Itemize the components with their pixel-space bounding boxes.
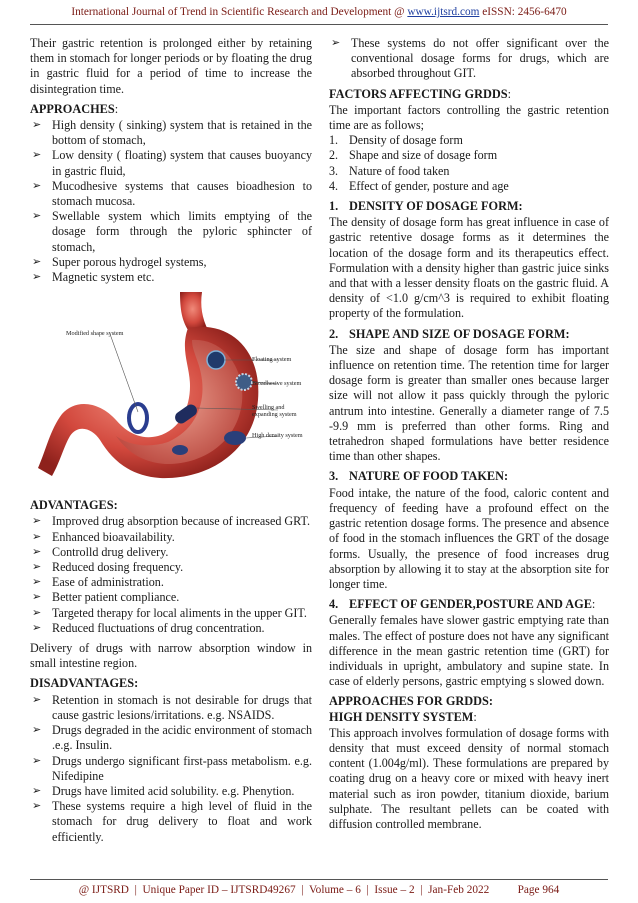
arrowhead-bullet-icon: ➢ [32, 754, 42, 767]
list-item [30, 514, 312, 529]
section-gender-text: Generally females have slower gastric emptying rate than males. The effect of posture does not have any significant difference in the mean gastric retention time (GRT) for individuals in upright, ambulatory and supine state. In case of elderly persons, gastric emptying s slowed down. [329, 613, 609, 689]
high-density-colon: : [473, 709, 477, 724]
section-title-text: EFFECT OF GENDER,POSTURE AND AGE [349, 597, 592, 612]
journal-url-link[interactable]: www.ijtsrd.com [407, 6, 480, 18]
list-item [329, 36, 609, 82]
list-item [30, 545, 312, 560]
arrowhead-bullet-icon: ➢ [32, 561, 42, 574]
list-item [30, 255, 312, 270]
approaches-heading-text: APPROACHES [30, 101, 115, 116]
list-item [30, 209, 312, 255]
running-header [0, 6, 638, 18]
section-density-text: The density of dosage form has great influence in case of gastric retentive dosage forms as it determines the location of the dosage form and its therapeutics effect. Formulation with a density higher than gastric juice sinks and that with a lesser density floats on the gastric fluid. A density of <1.0 g/cm^3 is required to exhibit floating property of the formulation. [329, 215, 609, 321]
arrowhead-bullet-icon: ➢ [32, 119, 42, 132]
section-shape-heading [329, 327, 609, 342]
section-food-text: Food intake, the nature of the food, caloric content and frequency of feeding have a profound effect on the gastric retention dosage forms. The presence and absence of food in the stomach influences the GRT of the dosage forms. Usually, the presence of food increases drug absorption by allowing it to stay at the absorption site for longer time. [329, 485, 609, 591]
section-title: NATURE OF FOOD TAKEN: [349, 469, 509, 484]
list-item [30, 621, 312, 636]
list-item [329, 133, 609, 148]
figure-label-swelling-1: Swelling and [252, 404, 285, 412]
high-density-heading [329, 710, 609, 725]
list-item [30, 799, 312, 845]
section-shape-text: The size and shape of dosage form has important influence on retention time. The retention time for larger dosage form is greater than smaller ones because larger size will not allow it pass quickly through the pyloric antrum into intestine. Generally a diameter range of 7.5 -9.9 mm is preferred than other forms. Ring and tetrahedron shaped formulations have better residence time than other shapes. [329, 342, 609, 464]
approaches-heading [30, 102, 312, 117]
section-food-heading [329, 469, 609, 484]
list-item-text: Magnetic system etc. [52, 270, 155, 285]
factors-list [329, 133, 609, 194]
approaches-grdds-heading: APPROACHES FOR GRDDS: [329, 694, 493, 709]
list-number: 2. [329, 148, 339, 163]
stomach-illustration [30, 290, 312, 490]
arrowhead-bullet-icon: ➢ [32, 800, 42, 813]
high-density-pellet-icon [172, 445, 188, 455]
section-number: 3. [329, 469, 339, 484]
journal-name: International Journal of Trend in Scientific Research and Development @ [71, 6, 408, 18]
list-item-text: High density ( sinking) system that is retained in the bottom of stomach, [52, 118, 312, 148]
list-item [30, 270, 312, 285]
list-number: 3. [329, 163, 339, 178]
list-item-text: Effect of gender, posture and age [349, 178, 509, 193]
arrowhead-bullet-icon: ➢ [32, 606, 42, 619]
high-density-icon [224, 431, 246, 445]
bioadhesive-icon [236, 374, 252, 390]
list-item-text: Mucodhesive systems that causes bioadhesion to stomach mucosa. [52, 178, 312, 209]
arrowhead-bullet-icon: ➢ [32, 210, 42, 223]
ring-dosage-icon [129, 404, 147, 432]
list-item-text: Nature of food taken [349, 163, 450, 178]
figure-label-swelling-2: expanding system [252, 411, 297, 419]
floating-sphere-icon [207, 351, 225, 369]
list-item-text: Density of dosage form [349, 133, 463, 148]
section-title: SHAPE AND SIZE OF DOSAGE FORM: [349, 326, 570, 341]
list-item-text: Low density ( floating) system that causes buoyancy in gastric fluid, [52, 148, 312, 178]
list-item-text: Reduced dosing frequency. [52, 560, 184, 575]
section-density-heading [329, 199, 609, 214]
approaches-list [30, 118, 312, 285]
arrowhead-bullet-icon: ➢ [32, 724, 42, 737]
arrowhead-bullet-icon: ➢ [32, 621, 42, 634]
list-item [30, 148, 312, 178]
arrowhead-bullet-icon: ➢ [32, 576, 42, 589]
arrowhead-bullet-icon: ➢ [32, 591, 42, 604]
list-item-text: These systems require a high level of fluid in the stomach for drug delivery to float and work efficiently. [52, 799, 312, 844]
list-number: 4. [329, 178, 339, 193]
section-gender-heading [329, 597, 609, 612]
leader-line [110, 334, 138, 412]
arrowhead-bullet-icon: ➢ [32, 693, 42, 706]
arrowhead-bullet-icon: ➢ [32, 271, 42, 284]
continued-disadvantages-list [329, 36, 609, 82]
list-item [30, 693, 312, 723]
list-number: 1. [329, 133, 339, 148]
section-title: DENSITY OF DOSAGE FORM: [349, 199, 523, 214]
arrowhead-bullet-icon: ➢ [32, 530, 42, 543]
left-column [30, 36, 312, 850]
arrowhead-bullet-icon: ➢ [32, 784, 42, 797]
figure-label-modified: Modified shape system [66, 330, 124, 338]
list-item-text: Retention in stomach is not desirable for drugs that cause gastric lesions/irritations. e.g. NSAIDS. [52, 692, 312, 722]
arrowhead-bullet-icon: ➢ [32, 515, 42, 528]
list-item-text: Super porous hydrogel systems, [52, 254, 207, 269]
list-item [30, 606, 312, 621]
factors-heading [329, 87, 609, 102]
list-item [30, 118, 312, 148]
list-item [30, 784, 312, 799]
list-item [329, 164, 609, 179]
arrowhead-bullet-icon: ➢ [32, 545, 42, 558]
list-item [30, 179, 312, 209]
section-number: 4. [329, 597, 339, 612]
right-column [329, 36, 609, 837]
arrowhead-bullet-icon: ➢ [331, 37, 341, 49]
list-item [30, 530, 312, 545]
list-item-text: Drugs have limited acid solubility. e.g. Phenytion. [52, 783, 295, 798]
high-density-heading-text: HIGH DENSITY SYSTEM [329, 709, 474, 724]
factors-intro: The important factors controlling the gastric retention time are as follows; [329, 102, 609, 133]
arrowhead-bullet-icon: ➢ [32, 179, 42, 192]
section-number: 1. [329, 199, 339, 214]
list-item-text: These systems do not offer significant over the conventional dosage forms for drugs, which are absorbed throughout GIT. [351, 36, 609, 81]
list-item-text: Targeted therapy for local aliments in the upper GIT. [52, 605, 307, 620]
list-item [329, 148, 609, 163]
delivery-note: Delivery of drugs with narrow absorption window in small intestine region. [30, 641, 312, 671]
running-footer: @ IJTSRD | Unique Paper ID – IJTSRD49267 | Volume – 6 | Issue – 2 | Jan-Feb 2022 Page 964 [78, 884, 560, 896]
high-density-text: This approach involves formulation of dosage forms with density that must exceed density of normal stomach content (1.004g/ml). These formulations are prepared by coating drug on a heavy core or mixed with heavy inert material such as iron powder, titanium dioxide, barium sulphate. The resultant pellets can be coated with diffusion controlled membrane. [329, 725, 609, 831]
list-item [329, 179, 609, 194]
list-item [30, 590, 312, 605]
arrowhead-bullet-icon: ➢ [32, 149, 42, 162]
section-title [349, 597, 595, 612]
list-item-text: Ease of administration. [52, 575, 164, 590]
figure-label-floating: Floating system [252, 356, 292, 364]
advantages-list [30, 514, 312, 636]
section-number: 2. [329, 326, 339, 341]
issn: eISSN: 2456-6470 [479, 6, 567, 18]
figure-label-high-density: High density system [252, 432, 303, 440]
list-item [30, 754, 312, 784]
stomach-gastroretentive-figure [30, 290, 312, 490]
list-item-text: Drugs undergo significant first-pass metabolism. e.g. Nifedipine [52, 753, 312, 783]
list-item [30, 723, 312, 753]
list-item-text: Reduced fluctuations of drug concentration. [52, 620, 265, 635]
intro-paragraph: Their gastric retention is prolonged either by retaining them in stomach for longer periods or by floating the drug in gastric fluid for a period of time to increase the disintegration time. [30, 36, 312, 96]
section-title-colon: : [591, 597, 596, 612]
approaches-colon: : [114, 101, 119, 116]
arrowhead-bullet-icon: ➢ [32, 255, 42, 268]
list-item [30, 575, 312, 590]
factors-heading-text: FACTORS AFFECTING GRDDS [329, 86, 508, 101]
list-item-text: Shape and size of dosage form [349, 148, 498, 163]
footer-rule [30, 879, 608, 880]
list-item-text: Drugs degraded in the acidic environment of stomach .e.g. Insulin. [52, 723, 312, 753]
list-item [30, 560, 312, 575]
disadvantages-heading: DISADVANTAGES: [30, 676, 139, 691]
list-item-text: Enhanced bioavailability. [52, 529, 175, 544]
advantages-heading: ADVANTAGES: [30, 498, 118, 513]
figure-label-bioadhesive: Bioadhesive system [252, 380, 302, 388]
disadvantages-list [30, 693, 312, 845]
list-item-text: Controlld drug delivery. [52, 544, 169, 559]
factors-colon: : [507, 86, 511, 101]
esophagus-shape [180, 292, 208, 330]
header-rule [30, 24, 608, 25]
list-item-text: Better patient compliance. [52, 590, 180, 605]
list-item-text: Improved drug absorption because of increased GRT. [52, 514, 310, 529]
list-item-text: Swellable system which limits emptying of the dosage form through the pyloric sphincter of stomach, [52, 209, 312, 254]
